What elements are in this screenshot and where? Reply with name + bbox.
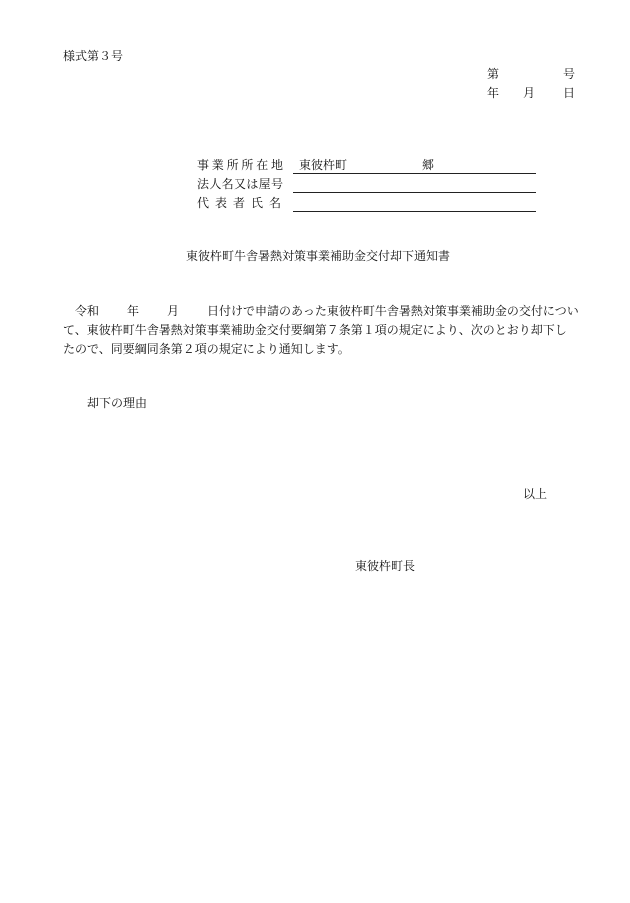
closing-mark: 以上 bbox=[523, 487, 548, 501]
address-field bbox=[293, 158, 536, 174]
address-label: 事業所所在地 bbox=[197, 158, 283, 172]
document-number-suffix: 号 bbox=[562, 67, 575, 81]
body-text bbox=[63, 302, 578, 359]
body-line-3: たので、同要綱同条第２項の規定により通知します。 bbox=[63, 342, 350, 356]
address-town: 東彼杵町 bbox=[299, 158, 348, 172]
body-era: 令和 bbox=[75, 304, 100, 318]
body-line-1 bbox=[63, 302, 578, 321]
document-date bbox=[487, 86, 575, 101]
body-line-1-text: 日付けで申請のあった東彼杵町牛舎暑熱対策事業補助金の交付につい bbox=[207, 304, 579, 318]
business-name-field bbox=[293, 177, 536, 193]
signatory: 東彼杵町長 bbox=[355, 559, 416, 573]
address-go: 郷 bbox=[422, 158, 435, 172]
document-title: 東彼杵町牛舎暑熱対策事業補助金交付却下通知書 bbox=[186, 249, 451, 263]
body-month: 月 bbox=[167, 304, 180, 318]
document-number-prefix: 第 bbox=[487, 67, 500, 81]
date-year: 年 bbox=[487, 86, 500, 100]
form-number: 様式第３号 bbox=[63, 49, 124, 63]
business-name-label: 法人名又は屋号 bbox=[197, 177, 283, 191]
date-day: 日 bbox=[562, 86, 575, 100]
rejection-reason-heading: 却下の理由 bbox=[87, 396, 148, 410]
representative-field bbox=[293, 196, 536, 212]
document-number bbox=[487, 67, 575, 82]
body-line-2: て、東彼杵町牛舎暑熱対策事業補助金交付要綱第７条第１項の規定により、次のとおり却下し bbox=[63, 323, 567, 337]
body-year: 年 bbox=[127, 304, 140, 318]
date-month: 月 bbox=[523, 86, 536, 100]
representative-label: 代表者氏名 bbox=[197, 196, 281, 210]
